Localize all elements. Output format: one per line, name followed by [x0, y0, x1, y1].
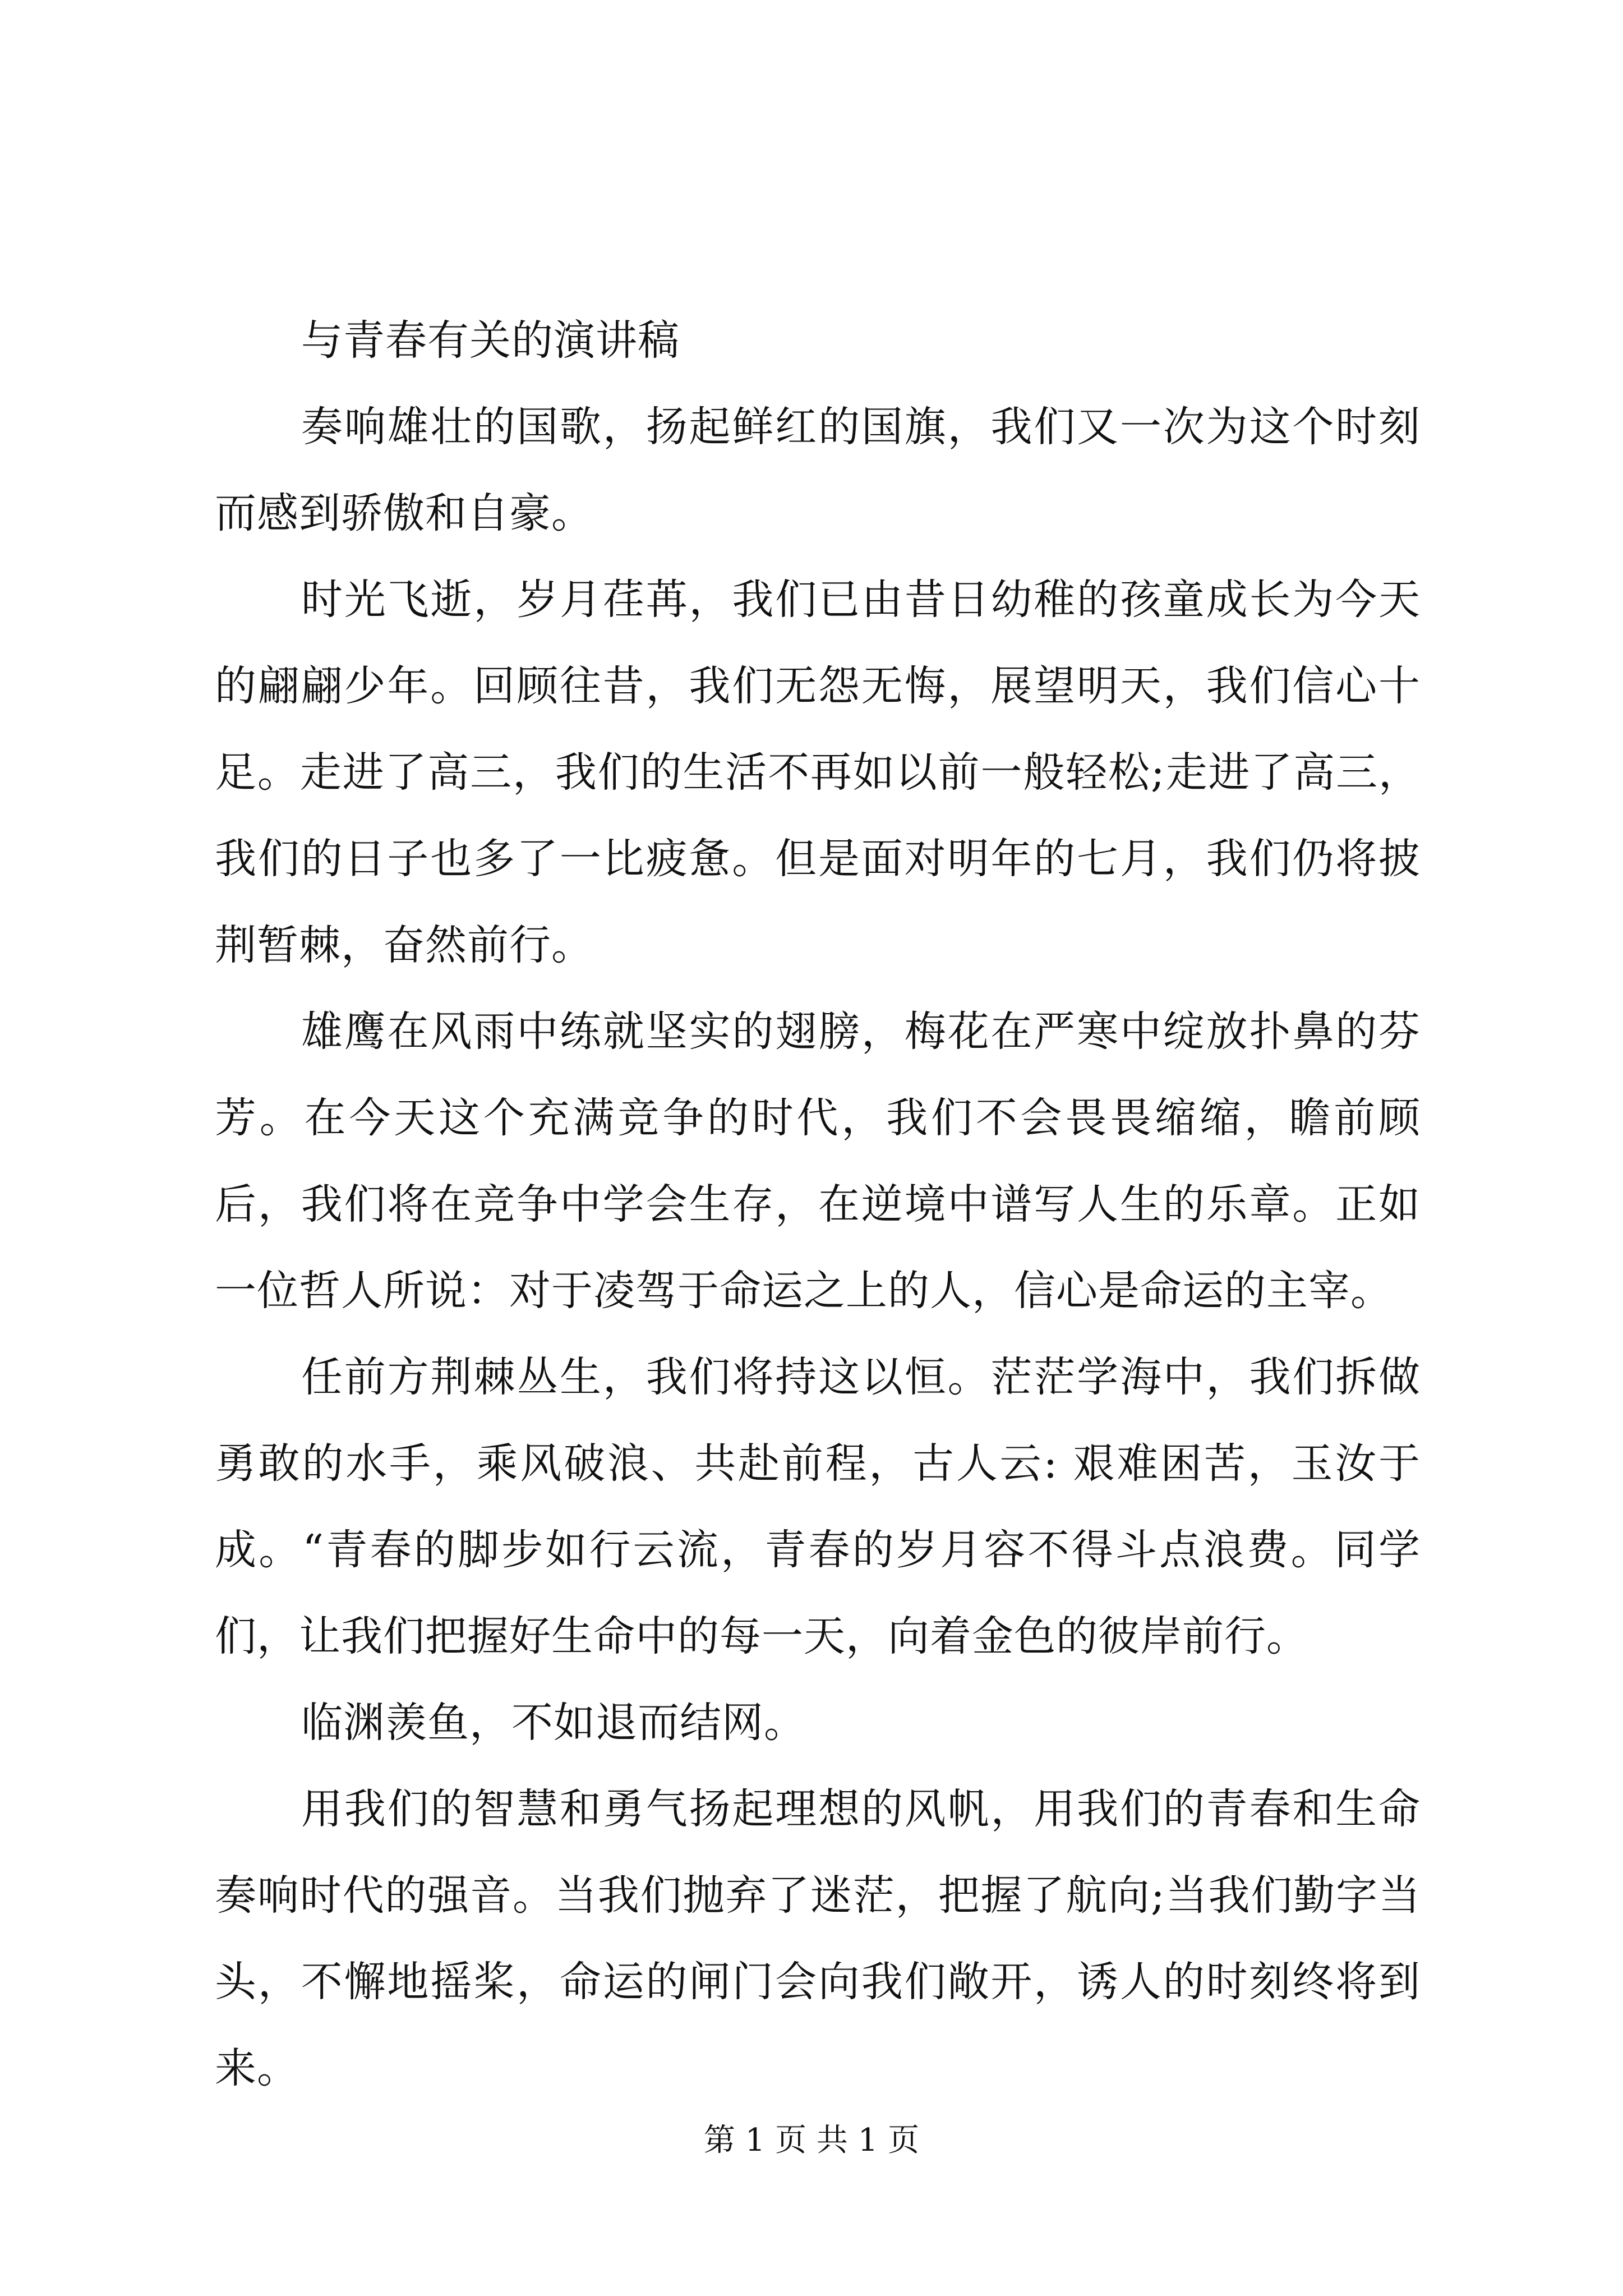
paragraph-1: 奏响雄壮的国歌，扬起鲜红的国旗，我们又一次为这个时刻而感到骄傲和自豪。 [215, 403, 1421, 537]
paragraph-5: 临渊羡鱼，不如退而结网。 [301, 1699, 806, 1747]
document-body [215, 297, 1421, 2111]
paragraph-4: 任前方荆棘丛生，我们将持这以恒。茫茫学海中，我们拆做勇敢的水手，乘风破浪、共赴前程，古人云: 艰难困苦，玉汝于成。“青春的脚步如行云流，青春的岁月容不得斗点浪费。同学们，让我们把握好生命中的每一天，向着金色的彼岸前行。 [215, 1353, 1421, 1660]
paragraph-3: 雄鹰在风雨中练就坚实的翅膀，梅花在严寒中绽放扑鼻的芬芳。在今天这个充满竞争的时代，我们不会畏畏缩缩，瞻前顾后，我们将在竞争中学会生存，在逆境中谱写人生的乐章。正如一位哲人所说：对于凌驾于命运之上的人，信心是命运的主宰。 [215, 1007, 1421, 1315]
page-footer: 第 1 页 共 1 页 [703, 2122, 920, 2159]
document-title: 与青春有关的演讲稿 [301, 316, 680, 365]
paragraph-2: 时光飞逝，岁月荏苒，我们已由昔日幼稚的孩童成长为今天的翩翩少年。回顾往昔，我们无怨无悔，展望明天，我们信心十足。走进了高三，我们的生活不再如以前一般轻松;走进了高三，我们的日子也多了一比疲惫。但是面对明年的七月，我们仍将披荆暂棘，奋然前行。 [215, 576, 1421, 969]
paragraph-6: 用我们的智慧和勇气扬起理想的风帆，用我们的青春和生命奏响时代的强音。当我们抛弃了迷茫，把握了航向;当我们勤字当头，不懈地摇桨，命运的闸门会向我们敞开，诱人的时刻终将到来。 [215, 1785, 1421, 2092]
